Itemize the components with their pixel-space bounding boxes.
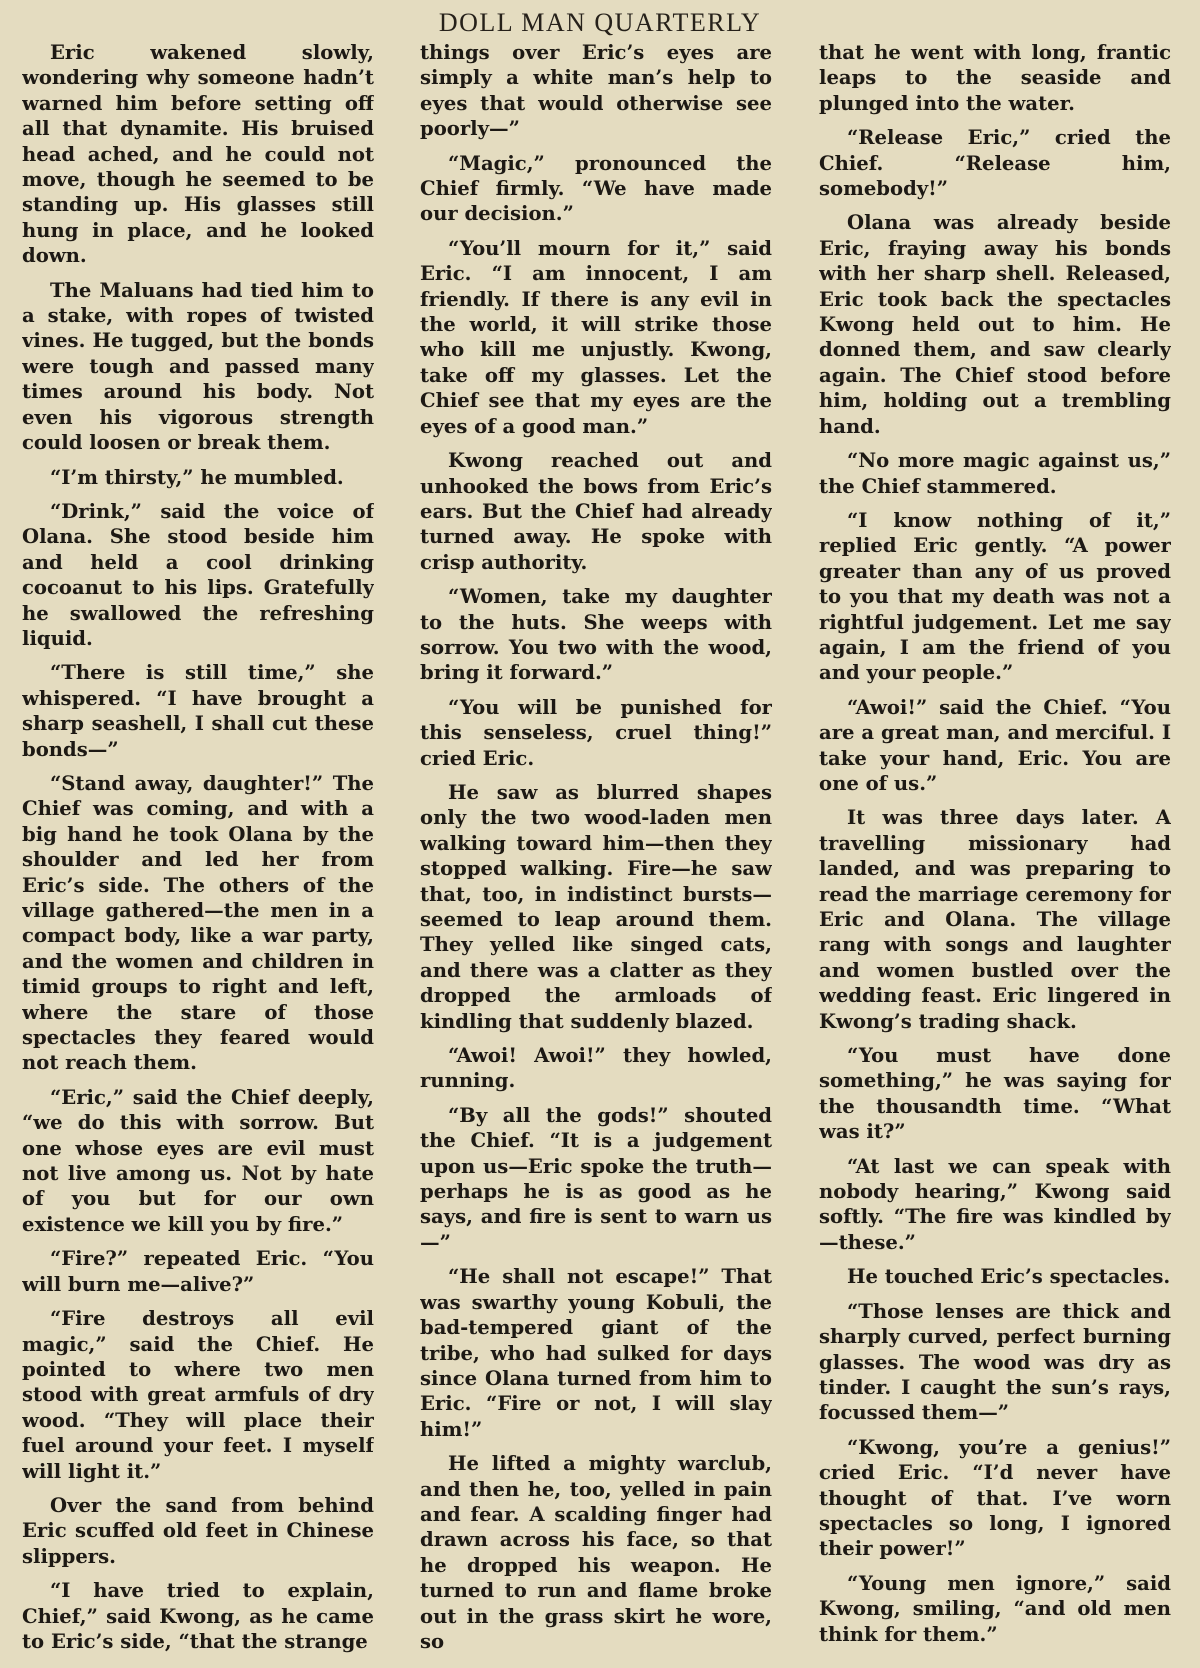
paragraph: “Stand away, daughter!” The Chief was coming, and with a big hand he took Olana by the shoulder and led her from Eric’s side. The others of the village gathered—the men in a compact body, like a war party, and the women and children in timid groups to right and left, where the stare of those spectacles they feared would not reach them.: [22, 771, 374, 1075]
text-column-1: [22, 40, 374, 1662]
paragraph: Over the sand from behind Eric scuffed old feet in Chinese slippers.: [22, 1493, 374, 1568]
paragraph: “There is still time,” she whispered. “I have brought a sharp seashell, I shall cut these bonds—”: [22, 661, 374, 761]
paragraph: “Release Eric,” cried the Chief. “Release him, somebody!”: [819, 126, 1171, 201]
paragraph: “I know nothing of it,” replied Eric gently. “A power greater than any of us proved to you that my death was not a rightful judgement. Let me say again, I am the friend of you and your people.”: [819, 508, 1171, 685]
paragraph: “You must have done something,” he was saying for the thousandth time. “What was it?”: [819, 1044, 1171, 1144]
paragraph: that he went with long, frantic leaps to the seaside and plunged into the water.: [819, 41, 1171, 115]
paragraph: “I have tried to explain, Chief,” said Kwong, as he came to Eric’s side, “that the strange: [22, 1579, 374, 1653]
paragraph: “Those lenses are thick and sharply curved, perfect burning glasses. The wood was dry as tinder. I caught the sun’s rays, focussed them—”: [819, 1299, 1171, 1425]
paragraph: Eric wakened slowly, wondering why someone hadn’t warned him before setting off all that dynamite. His bruised head ached, and he could not move, though he seemed to be standing up. His glasses still hung in place, and he looked down.: [22, 41, 374, 268]
paragraph: “At last we can speak with nobody hearing,” Kwong said softly. “The fire was kindled by—these.”: [819, 1154, 1171, 1254]
paragraph: Olana was already beside Eric, fraying away his bonds with her sharp shell. Released, Eric took back the spectacles Kwong held out to him. He donned them, and saw clearly again. The Chief stood before him, holding out a trembling hand.: [819, 211, 1171, 438]
paragraph: “Drink,” said the voice of Olana. She stood beside him and held a cool drinking cocoanut to his lips. Gratefully he swallowed the refreshing liquid.: [22, 499, 374, 650]
page-header: DOLL MAN QUARTERLY: [438, 8, 762, 37]
paragraph: He saw as blurred shapes only the two wood-laden men walking toward him—then they stopped walking. Fire—he saw that, too, in indistinct bursts—seemed to leap around them. They yelled like singed cats, and there was a clatter as they dropped the armloads of kindling that suddenly blazed.: [420, 780, 772, 1033]
paragraph: “Women, take my daughter to the huts. She weeps with sorrow. You two with the wood, bring it forward.”: [420, 585, 772, 685]
paragraph: “Eric,” said the Chief deeply, “we do this with sorrow. But one whose eyes are evil must not live among us. Not by hate of you but for our own existence we kill you by fire.”: [22, 1085, 374, 1236]
paragraph: He touched Eric’s spectacles.: [847, 1265, 1171, 1289]
paragraph: “Awoi! Awoi!” they howled, running.: [420, 1044, 772, 1093]
text-column-2: [420, 40, 772, 1662]
paragraph: “Magic,” pronounced the Chief firmly. “We have made our decision.”: [420, 151, 772, 226]
paragraph: “Fire?” repeated Eric. “You will burn me—alive?”: [22, 1247, 374, 1296]
paragraph: “Kwong, you’re a genius!” cried Eric. “I’d never have thought of that. I’ve worn spectacles so long, I ignored their power!”: [819, 1435, 1171, 1561]
paragraph: “You will be punished for this senseless, cruel thing!” cried Eric.: [420, 695, 772, 770]
paragraph: things over Eric’s eyes are simply a white man’s help to eyes that would otherwise see poorly—”: [420, 41, 772, 141]
paragraph: “I’m thirsty,” he mumbled.: [50, 465, 344, 489]
paragraph: The Maluans had tied him to a stake, with ropes of twisted vines. He tugged, but the bonds were tough and passed many times around his body. Not even his vigorous strength could loosen or break them.: [22, 278, 374, 455]
paragraph: He lifted a mighty warclub, and then he, too, yelled in pain and fear. A scalding finger had drawn across his face, so that he dropped his weapon. He turned to run and flame broke out in the grass skirt he wore, so: [420, 1452, 772, 1653]
paragraph: “He shall not escape!” That was swarthy young Kobuli, the bad-tempered giant of the tribe, who had sulked for days since Olana turned from him to Eric. “Fire or not, I will slay him!”: [420, 1265, 772, 1441]
paragraph: “Young men ignore,” said Kwong, smiling, “and old men think for them.”: [819, 1571, 1171, 1646]
paragraph: “You’ll mourn for it,” said Eric. “I am innocent, I am friendly. If there is any evil in the world, it will strike those who kill me unjustly. Kwong, take off my glasses. Let the Chief see that my eyes are the eyes of a good man.”: [420, 236, 772, 438]
paragraph: “Fire destroys all evil magic,” said the Chief. He pointed to where two men stood with great armfuls of dry wood. “They will place their fuel around your feet. I myself will light it.”: [22, 1307, 374, 1483]
paragraph: “Awoi!” said the Chief. “You are a great man, and merciful. I take your hand, Eric. You are one of us.”: [819, 695, 1171, 795]
paragraph: Kwong reached out and unhooked the bows from Eric’s ears. But the Chief had already turned away. He spoke with crisp authority.: [420, 449, 772, 574]
paragraph: “By all the gods!” shouted the Chief. “It is a judgement upon us—Eric spoke the truth—perhaps he is as good as he says, and fire is sent to warn us—”: [420, 1103, 772, 1254]
paragraph: It was three days later. A travelling missionary had landed, and was preparing to read the marriage ceremony for Eric and Olana. The village rang with songs and laughter and women bustled over the wedding feast. Eric lingered in Kwong’s trading shack.: [819, 806, 1171, 1033]
paragraph: “No more magic against us,” the Chief stammered.: [819, 449, 1171, 498]
text-column-3: [819, 40, 1171, 1662]
